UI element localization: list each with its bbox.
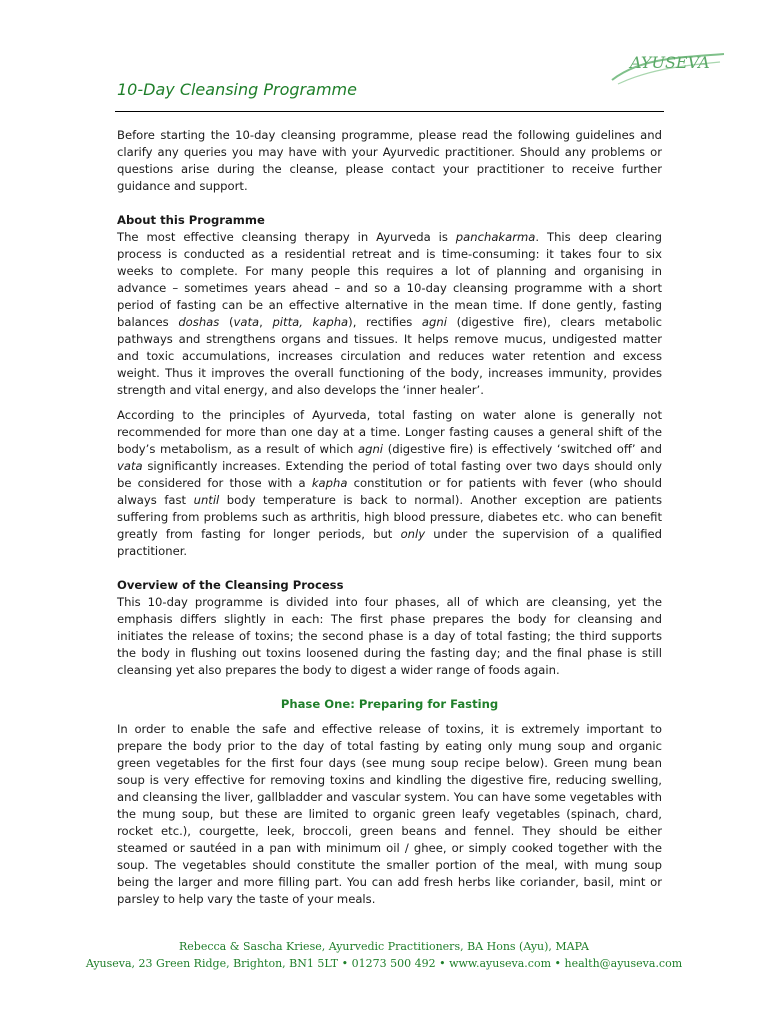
footer-practitioners: Rebecca & Sascha Kriese, Ayurvedic Practitioners, BA Hons (Ayu), MAPA	[179, 940, 589, 953]
footer-contact: Ayuseva, 23 Green Ridge, Brighton, BN1 5LT • 01273 500 492 • www.ayuseva.com • health@ayuseva.com	[85, 957, 683, 970]
ayuseva-logo	[608, 40, 728, 90]
about-paragraph-2: According to the principles of Ayurveda, total fasting on water alone is generally not recommended for more than one day at a time. Longer fasting causes a general shift of the body’s metabolism, as a result of which agni (digestive fire) is effectively ‘switched off’ and vata significantly increases. Extending the period of total fasting over two days should only be considered for those with a kapha constitution or for patients with fever (who should always fast until body temperature is back to normal). Another exception are patients suffering from problems such as arthritis, high blood pressure, diabetes etc. who can benefit greatly from fasting for longer periods, but only under the supervision of a qualified practitioner.	[117, 408, 662, 558]
title-divider	[115, 111, 664, 112]
page-footer	[0, 938, 768, 972]
overview-paragraph: This 10-day programme is divided into four phases, all of which are cleansing, yet the emphasis differs slightly in each: The first phase prepares the body for cleansing and initiates the release of toxins; the second phase is a day of total fasting; the third supports the body in flushing out toxins loosened during the fasting day; and the final phase is still cleansing yet also prepares the body to digest a wider range of foods again.	[117, 595, 662, 677]
about-paragraph-1: The most effective cleansing therapy in Ayurveda is panchakarma. This deep clearing process is conducted as a residential retreat and is time-consuming: it takes four to six weeks to complete. For many people this requires a lot of planning and organising in advance – sometimes years ahead – and so a 10-day cleansing programme with a short period of fasting can be an effective alternative in the mean time. If done gently, fasting balances doshas (vata, pitta, kapha), rectifies agni (digestive fire), clears metabolic pathways and strengthens organs and tissues. It helps remove mucus, undigested matter and toxic accumulations, increases circulation and reduces water retention and excess weight. Thus it improves the overall functioning of the body, increases immunity, provides strength and vital energy, and also develops the ‘inner healer’.	[117, 230, 663, 397]
svg-text:AYUSEVA: AYUSEVA	[630, 53, 710, 72]
overview-heading: Overview of the Cleansing Process	[117, 578, 344, 592]
phase-one-paragraph: In order to enable the safe and effective release of toxins, it is extremely important to prepare the body prior to the day of total fasting by eating only mung soup and organic green vegetables for the first four days (see mung soup recipe below). Green mung bean soup is very effective for removing toxins and kindling the digestive fire, reducing swelling, and cleansing the liver, gallbladder and vascular system. You can have some vegetables with the mung soup, but these are limited to organic green leafy vegetables (spinach, chard, rocket etc.), courgette, leek, broccoli, green beans and fennel. They should be either steamed or sautéed in a pan with minimum oil / ghee, or simply cooked together with the soup. The vegetables should constitute the smaller portion of the meal, with mung soup being the larger and more filling part. You can add fresh herbs like coriander, basil, mint or parsley to help vary the taste of your meals.	[117, 722, 662, 906]
phase-one-heading: Phase One: Preparing for Fasting	[280, 697, 499, 711]
intro-paragraph: Before starting the 10-day cleansing programme, please read the following guidelines and clarify any queries you may have with your Ayurvedic practitioner. Should any problems or questions arise during the cleanse, please contact your practitioner to receive further guidance and support.	[117, 128, 662, 193]
about-heading: About this Programme	[117, 213, 265, 227]
document-body	[117, 127, 662, 908]
page-title: 10-Day Cleansing Programme	[117, 80, 357, 99]
